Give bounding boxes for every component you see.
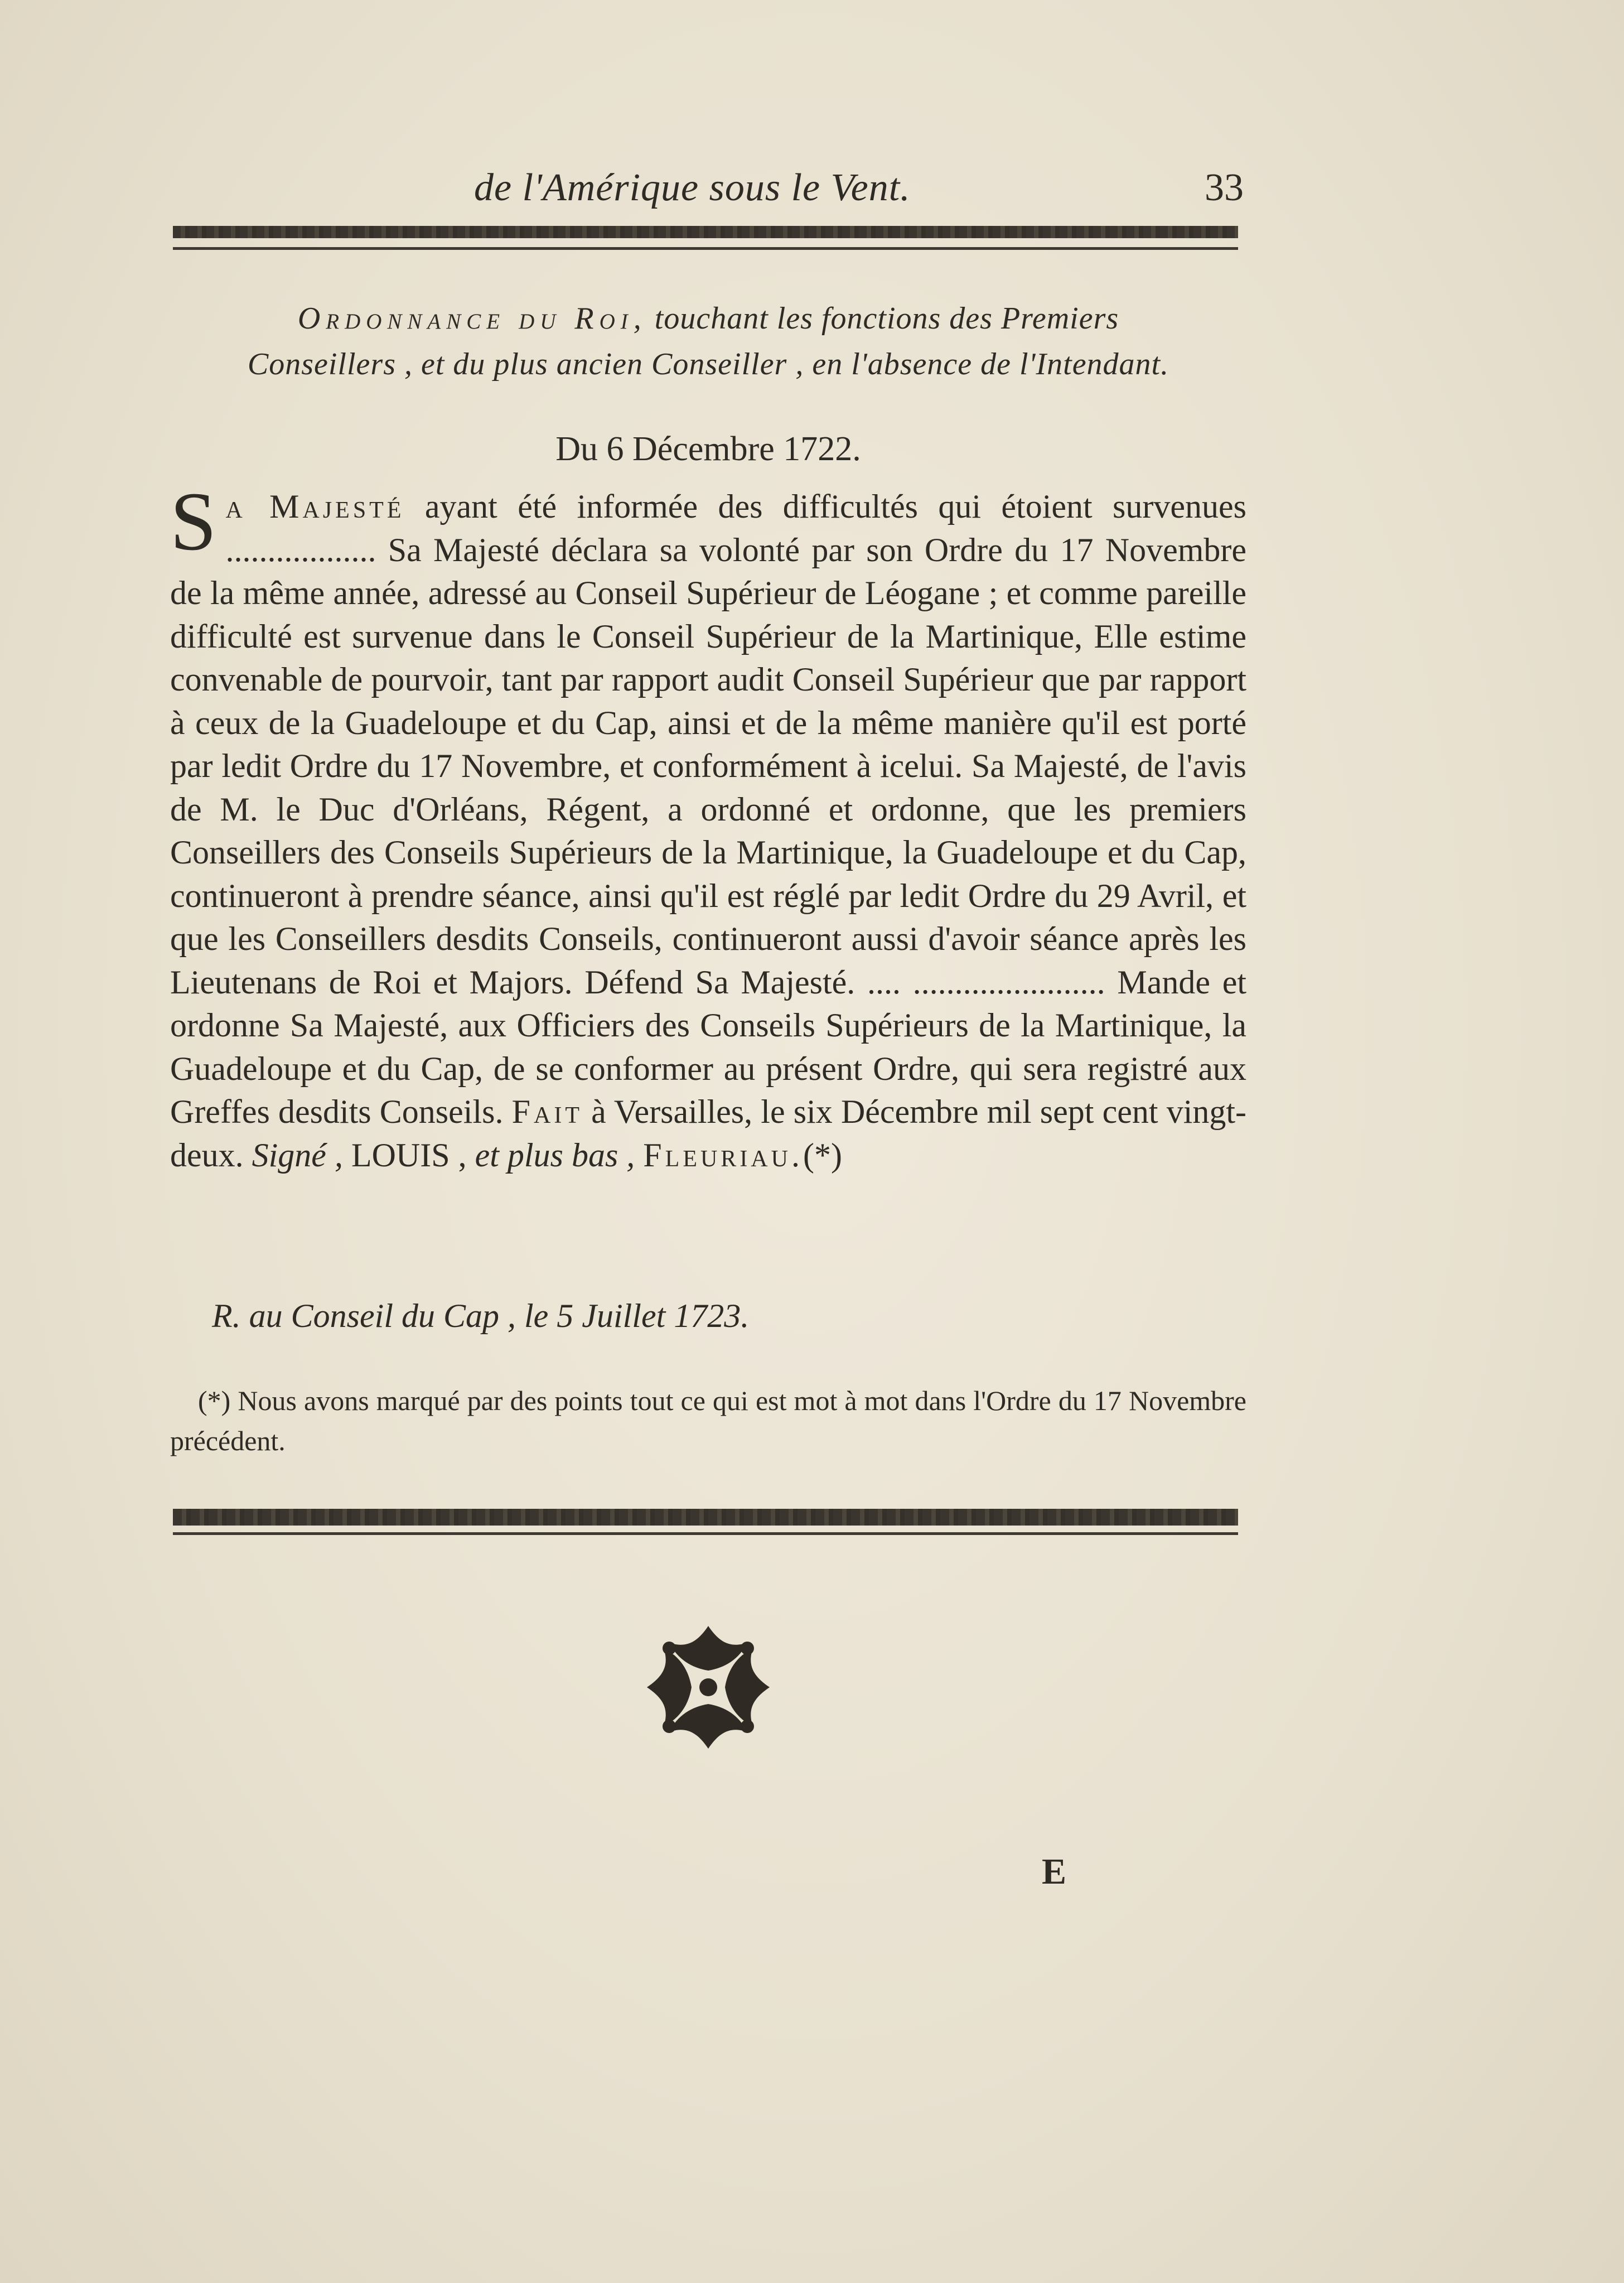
body-paragraph: ayant été informée des difficultés qui étoient survenues .................. Sa Majesté déclara sa volonté par son Ordre du 17 Novembre de la même année, adressé au Conseil Supérieur de Léogane ; et comme pareille difficulté est survenue dans le Conseil Supérieur de la Martinique, Elle estime convenable de pourvoir, tant par rapport audit Conseil Supérieur que par rapport à ceux de la Guadeloupe et du Cap, ainsi et de la même manière qu'il est porté par ledit Ordre du 17 Novembre, et conformément à icelui. Sa Majesté, de l'avis de M. le Duc d'Orléans, Régent, a ordonné et ordonne, que les premiers Conseillers des Conseils Supérieurs de la Martinique, la Guadeloupe et du Cap, continueront à prendre séance, ainsi qu'il est réglé par ledit Ordre du 29 Avril, et que les Conseillers desdits Conseils, continueront aussi d'avoir séance après les Lieutenans de Roi et Majors. Défend Sa Majesté. .... ....................... Mande et ordonne Sa Majesté, aux Officiers des Conseils Supérieurs de la Martinique, la Guadeloupe et du Cap, de se conformer au présent Ordre, qui sera registré aux Greffes desdits Conseils. [170,488,1246,1130]
fait-caps: Fait [511,1093,583,1130]
note-mark: (*) [803,1136,842,1174]
footnote [170,1381,1246,1461]
header-thin-rule [173,247,1238,250]
header-ornamental-rule [173,226,1238,238]
running-header [173,159,1244,220]
ordinance-title [184,296,1232,387]
footnote-text: (*) Nous avons marqué par des points tout ce qui est mot à mot dans l'Ordre du 17 Novembre précédent. [170,1385,1246,1456]
footer-thin-rule [173,1532,1238,1535]
date-heading: Du 6 Décembre 1722. [555,430,861,468]
ordinance-body [170,475,1247,1177]
fait-rest: à Versailles, le six Décembre mil sept cent vingt-deux. [170,1093,1247,1174]
drop-cap: S [170,475,217,568]
signe-label: Signé , [252,1136,343,1174]
page-number: 33 [1205,166,1244,209]
signature-mark: E [1042,1851,1067,1892]
title-line1-rest: touchant les fonctions des Premiers [654,301,1119,336]
registration-note: R. au Conseil du Cap , le 5 Juillet 1723. [212,1297,750,1334]
signatory-fleuriau: Fleuriau. [643,1136,803,1174]
opening-caps: a Majesté [225,488,405,525]
running-title: de l'Amérique sous le Vent. [474,166,911,209]
title-line2: Conseillers , et du plus ancien Conseiller , en l'absence de l'Intendant. [247,347,1169,382]
footer-ornamental-rule [173,1509,1238,1526]
fleuron-ornament-icon [636,1615,781,1760]
signatory-louis: LOUIS , [351,1136,467,1174]
title-caps: Ordonnance du Roi, [297,301,647,336]
plus-bas-label: et plus bas , [475,1136,635,1174]
